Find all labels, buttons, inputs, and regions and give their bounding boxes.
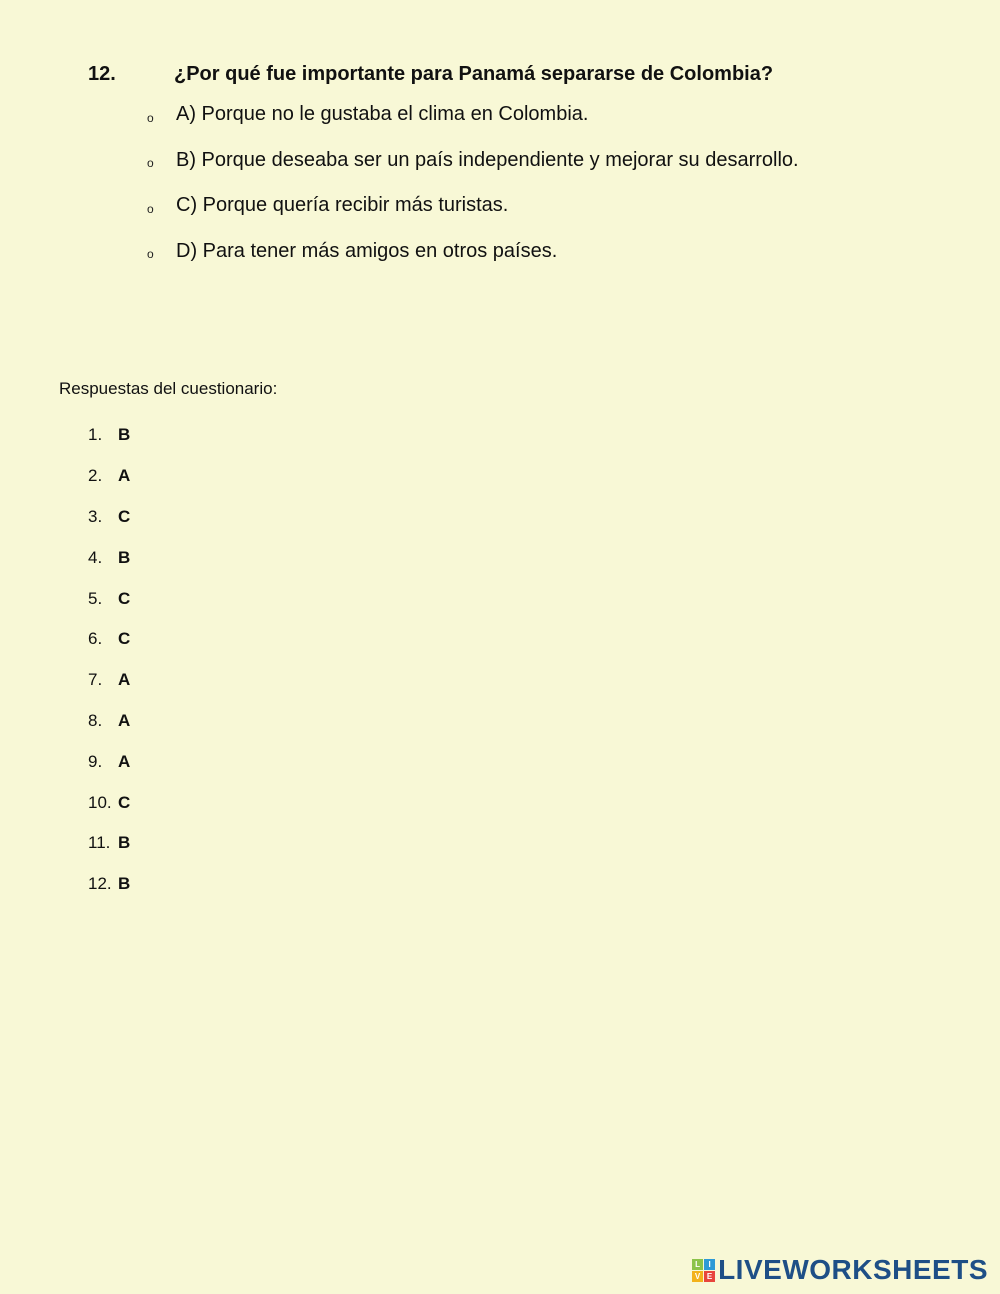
logo-letter-e: E [704, 1271, 715, 1282]
answer-item [88, 415, 130, 456]
answer-item [88, 537, 130, 578]
answer-number: 9. [88, 751, 103, 771]
answer-item [88, 619, 130, 660]
answer-number: 1. [88, 425, 103, 445]
answer-item [88, 497, 130, 538]
answer-item [88, 578, 130, 619]
answer-item [88, 456, 130, 497]
answer-item [88, 741, 130, 782]
answer-number: 7. [88, 670, 103, 690]
answers-list [88, 415, 130, 905]
answer-value: A [118, 466, 131, 486]
option-a[interactable] [146, 92, 968, 138]
question-number: 12. [88, 63, 116, 85]
circle-bullet-icon: o [147, 247, 154, 262]
question-text: ¿Por qué fue importante para Panamá separarse de Colombia? [174, 63, 774, 85]
answer-item [88, 701, 130, 742]
option-label: C) Porque quería recibir más turistas. [176, 194, 509, 217]
answer-value: B [118, 547, 131, 567]
option-c[interactable] [146, 183, 968, 229]
option-label: A) Porque no le gustaba el clima en Colombia. [176, 103, 589, 126]
circle-bullet-icon: o [147, 201, 154, 216]
answer-number: 8. [88, 710, 103, 730]
answer-value: A [118, 710, 131, 730]
answer-number: 11. [88, 833, 111, 853]
answer-item [88, 782, 130, 823]
answers-title: Respuestas del cuestionario: [59, 379, 278, 398]
answer-number: 2. [88, 466, 103, 486]
answer-value: B [118, 874, 131, 894]
question-heading [88, 60, 968, 88]
logo-letter-v: V [692, 1271, 703, 1282]
circle-bullet-icon: o [147, 110, 154, 125]
circle-bullet-icon: o [147, 156, 154, 171]
answer-item [88, 823, 130, 864]
option-label: B) Porque deseaba ser un país independiente y mejorar su desarrollo. [176, 148, 799, 171]
answer-item [88, 864, 130, 905]
answer-value: A [118, 751, 131, 771]
options-list [88, 92, 968, 274]
answer-value: C [118, 506, 131, 526]
answer-item [88, 660, 130, 701]
option-b[interactable] [146, 138, 968, 184]
answer-number: 12. [88, 874, 112, 894]
logo-letter-l: L [692, 1259, 703, 1270]
answer-value: B [118, 425, 131, 445]
liveworksheets-icon [692, 1259, 715, 1282]
answer-number: 4. [88, 547, 103, 567]
answer-number: 3. [88, 506, 103, 526]
logo-text: LIVEWORKSHEETS [718, 1254, 988, 1285]
answer-number: 10. [88, 792, 112, 812]
answer-value: B [118, 833, 131, 853]
option-d[interactable] [146, 229, 968, 275]
answer-value: A [118, 670, 131, 690]
answer-value: C [118, 588, 131, 608]
answer-number: 5. [88, 588, 103, 608]
option-label: D) Para tener más amigos en otros países. [176, 239, 558, 262]
answer-value: C [118, 629, 131, 649]
logo-letter-i: I [704, 1259, 715, 1270]
answer-value: C [118, 792, 131, 812]
answer-number: 6. [88, 629, 103, 649]
liveworksheets-logo[interactable] [692, 1256, 988, 1284]
question-12 [88, 60, 968, 274]
